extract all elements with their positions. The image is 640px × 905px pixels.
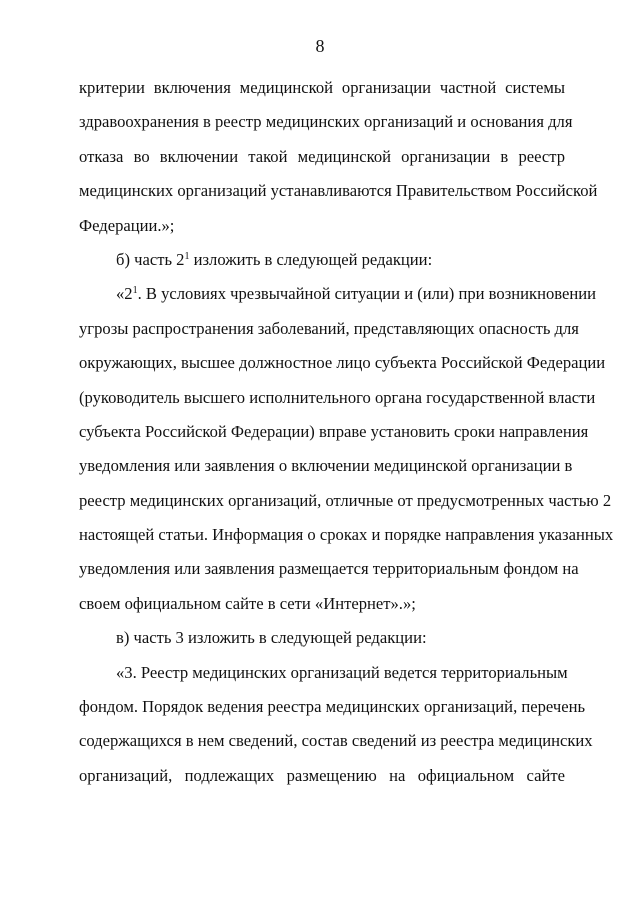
text-line: отказа во включении такой медицинской организации в реестр [79, 146, 565, 166]
text-fragment: «2 [116, 284, 133, 304]
document-body [79, 71, 614, 793]
text-line: окружающих, высшее должностное лицо субъекта Российской Федерации [79, 353, 606, 373]
text-line: субъекта Российской Федерации) вправе установить сроки направления [79, 421, 589, 441]
text-line: критерии включения медицинской организации частной системы [79, 78, 565, 97]
text-line: своем официальном сайте в сети «Интернет».»; [79, 593, 416, 613]
text-line: угрозы распространения заболеваний, представляющих опасность для [79, 318, 579, 338]
text-fragment: б) часть 2 [116, 249, 185, 269]
text-fragment: изложить в следующей редакции: [189, 249, 433, 269]
text-line: организаций, подлежащих размещению на официальном сайте [79, 765, 565, 785]
text-line: здравоохранения в реестр медицинских организаций и основания для [79, 112, 573, 132]
text-line: реестр медицинских организаций, отличные от предусмотренных частью 2 [79, 490, 612, 510]
superscript: 1 [132, 285, 138, 297]
text-line: Федерации.»; [79, 215, 175, 235]
text-fragment: . В условиях чрезвычайной ситуации и (или) при возникновении [137, 284, 596, 304]
page-number: 8 [315, 36, 325, 56]
text-line: уведомления или заявления размещается территориальным фондом на [79, 559, 579, 579]
superscript: 1 [184, 250, 190, 262]
text-line: (руководитель высшего исполнительного органа государственной власти [79, 387, 596, 407]
paragraph-2-1-first-line [79, 277, 596, 311]
paragraph-b-heading [79, 243, 565, 277]
text-line: содержащихся в нем сведений, состав сведений из реестра медицинских [79, 731, 593, 751]
paragraph-v-heading: в) часть 3 изложить в следующей редакции: [116, 628, 427, 648]
text-line: медицинских организаций устанавливаются Правительством Российской [79, 181, 598, 201]
text-line: уведомления или заявления о включении медицинской организации в [79, 456, 573, 476]
text-line: настоящей статьи. Информация о сроках и порядке направления указанных [79, 525, 614, 545]
paragraph-3-first-line: «3. Реестр медицинских организаций ведется территориальным [116, 662, 568, 682]
text-line: фондом. Порядок ведения реестра медицинских организаций, перечень [79, 697, 586, 717]
